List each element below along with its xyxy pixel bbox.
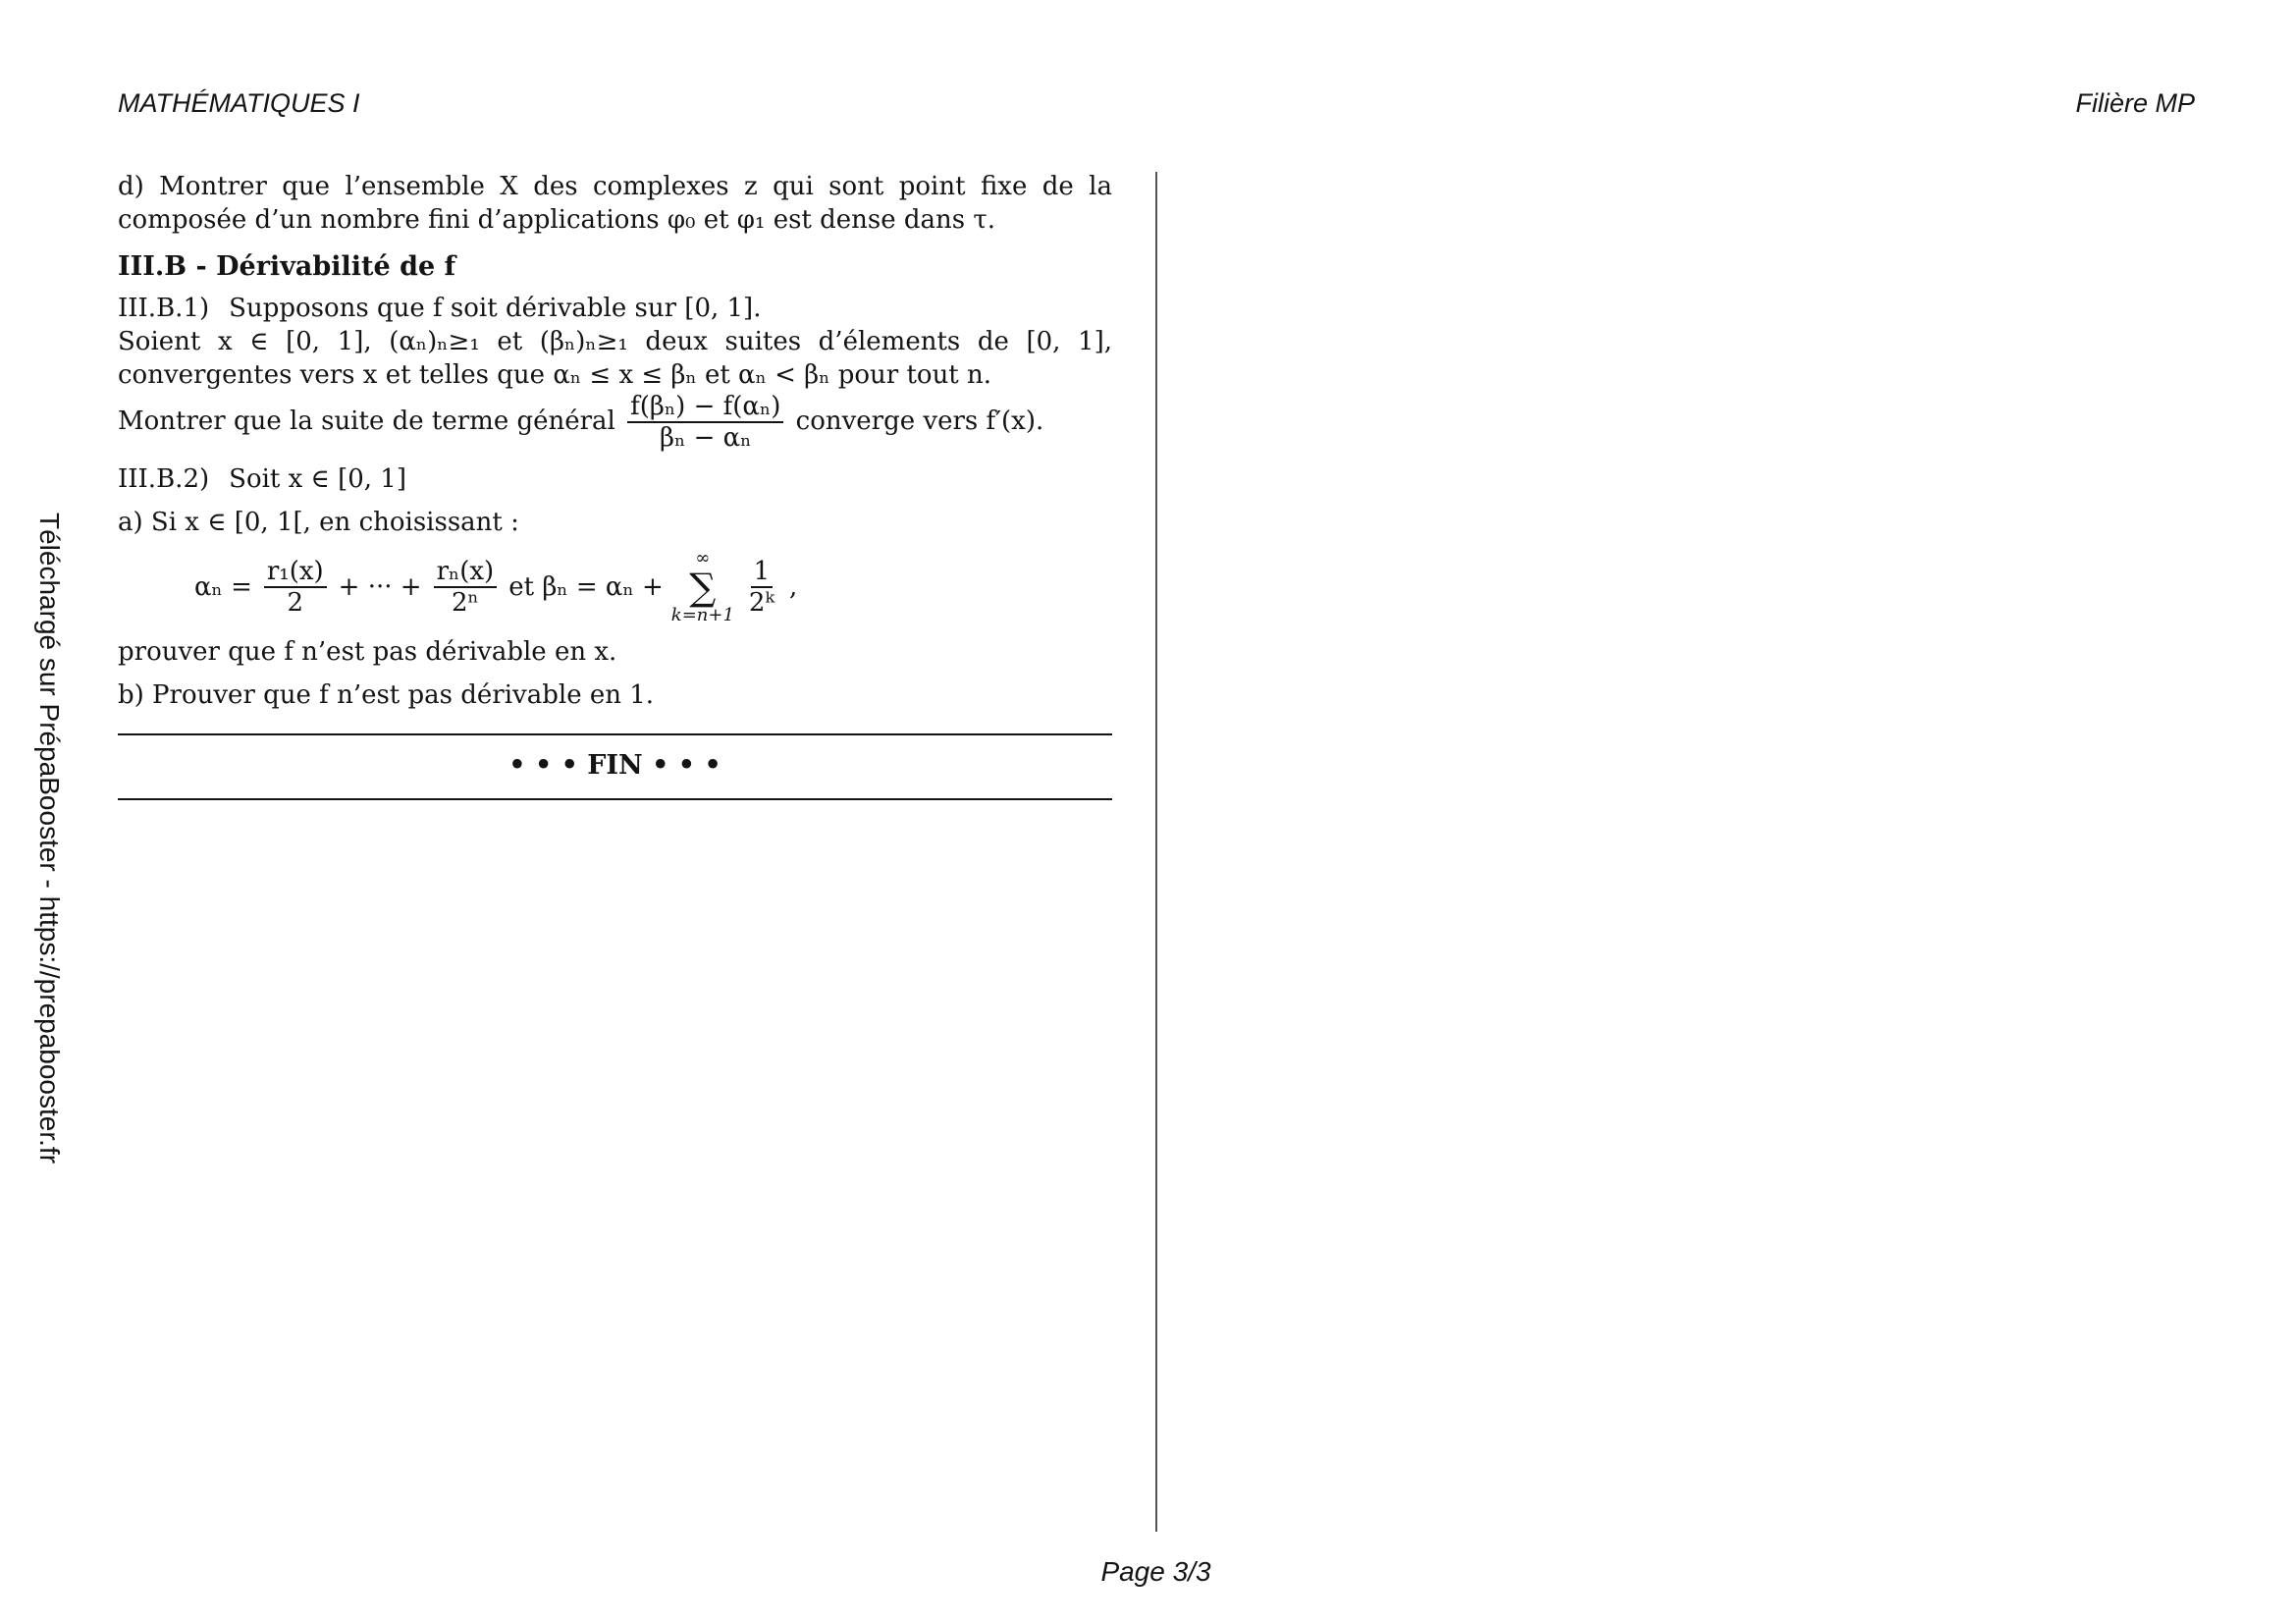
difference-quotient xyxy=(627,392,783,453)
section-title: III.B - Dérivabilité de f xyxy=(118,251,456,282)
download-watermark: Téléchargé sur PrépaBooster - https://prepabooster.fr xyxy=(34,513,65,1164)
eq-end: , xyxy=(788,572,798,602)
question-b2-label: III.B.2) xyxy=(118,464,210,494)
goal-text-after: converge vers f′(x). xyxy=(795,406,1044,436)
fin-marker: • • • FIN • • • xyxy=(508,750,721,781)
eq-frac-rn xyxy=(434,557,498,618)
eq-sum-top: ∞ xyxy=(695,548,711,568)
eq-frac-r1-num: r₁(x) xyxy=(264,557,327,588)
eq-sum xyxy=(671,549,734,625)
column-divider xyxy=(1155,172,1157,1532)
eq-sum-bottom: k=n+1 xyxy=(670,605,734,625)
header-track: Filière MP xyxy=(2075,88,2195,118)
fin-bottom-rule xyxy=(118,798,1112,800)
fin-top-rule xyxy=(118,733,1112,735)
left-column xyxy=(118,170,1112,800)
eq-frac-r1-den: 2 xyxy=(287,588,304,618)
page-number-text: Page 3/3 xyxy=(1100,1556,1211,1587)
header-subject: MATHÉMATIQUES I xyxy=(118,88,360,118)
quotient-denominator: βₙ − αₙ xyxy=(660,423,752,453)
eq-sum-symbol: ∑ xyxy=(689,566,717,609)
question-b1-label: III.B.1) xyxy=(118,294,210,323)
eq-frac-r1 xyxy=(264,557,327,618)
question-d: d) Montrer que l’ensemble X des complexes z qui sont point fixe de la composée d’un nombre fini d’applications φ₀ et φ₁ est dense dans τ. xyxy=(118,172,1112,235)
display-equation xyxy=(194,549,1112,625)
question-a-conclusion: prouver que f n’est pas dérivable en x. xyxy=(118,637,617,667)
goal-text-before: Montrer que la suite de terme général xyxy=(118,406,615,436)
eq-beta: et βₙ = αₙ + xyxy=(508,572,664,602)
question-b1-goal xyxy=(118,392,1112,453)
question-b1-text: Supposons que f soit dérivable sur [0, 1]. xyxy=(229,294,762,323)
eq-frac-2k-den: 2ᵏ xyxy=(748,588,774,618)
question-b2 xyxy=(118,462,1112,496)
page-number xyxy=(0,1556,2296,1588)
quotient-numerator: f(βₙ) − f(αₙ) xyxy=(627,392,783,423)
eq-frac-2k xyxy=(746,557,777,618)
question-b1 xyxy=(118,292,1112,325)
eq-alpha: αₙ = xyxy=(194,572,252,602)
eq-frac-rn-num: rₙ(x) xyxy=(434,557,498,588)
eq-dots: + ··· + xyxy=(338,572,422,602)
question-b: b) Prouver que f n’est pas dérivable en 1. xyxy=(118,680,655,710)
question-b2-text: Soit x ∈ [0, 1] xyxy=(229,464,406,494)
question-a-intro: a) Si x ∈ [0, 1[, en choisissant : xyxy=(118,508,519,537)
question-b1-hypothesis: Soient x ∈ [0, 1], (αₙ)ₙ≥₁ et (βₙ)ₙ≥₁ deux suites d’élements de [0, 1], convergentes vers x et telles que αₙ ≤ x ≤ βₙ et αₙ < βₙ pour tout n. xyxy=(118,327,1112,390)
eq-frac-2k-num: 1 xyxy=(751,557,774,588)
eq-frac-rn-den: 2ⁿ xyxy=(452,588,479,618)
